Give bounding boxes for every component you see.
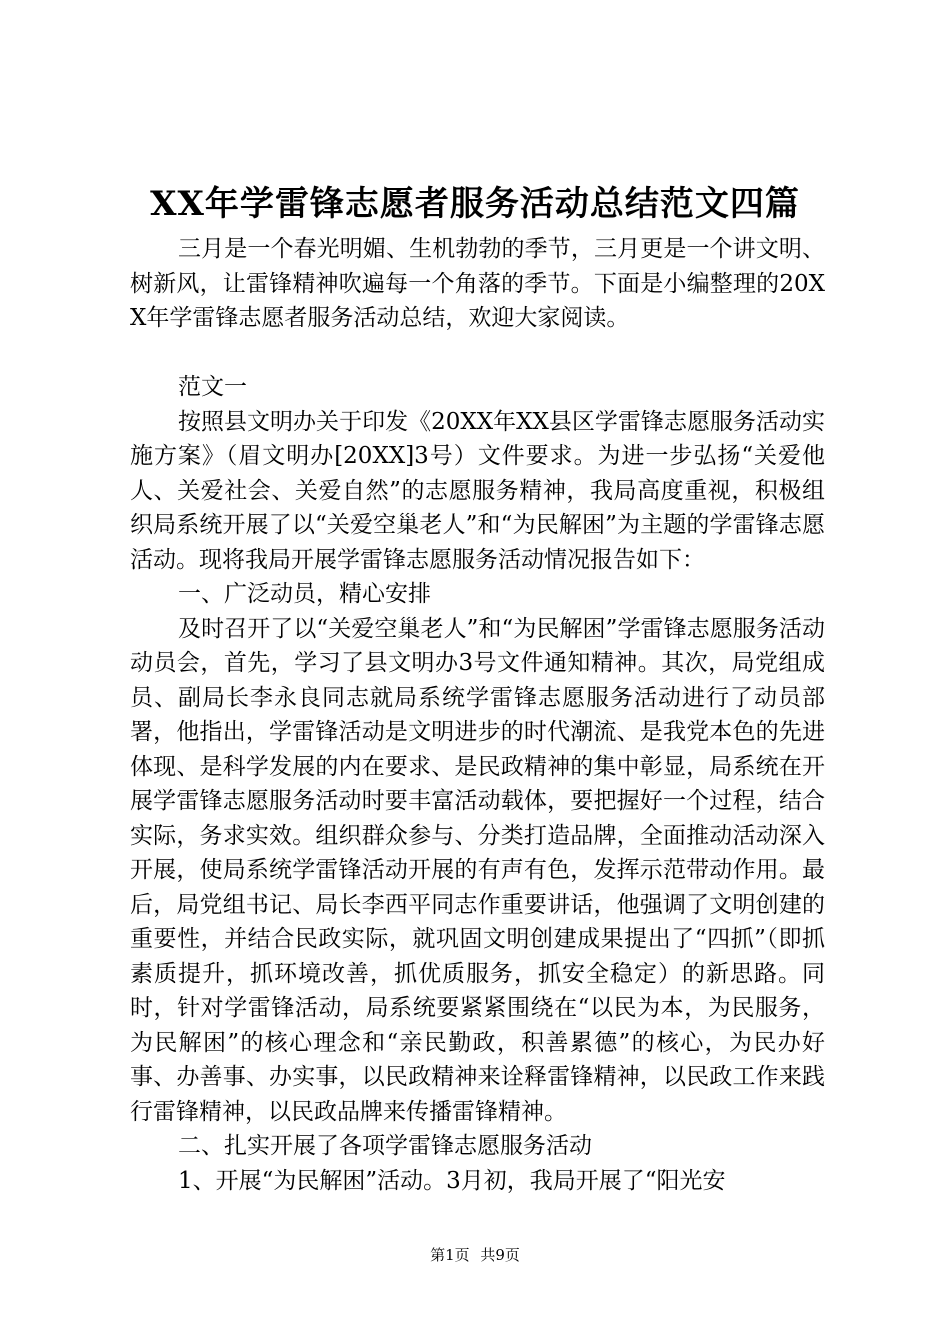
body-paragraph: 1、开展“为民解困”活动。3月初，我局开展了“阳光安	[178, 1167, 726, 1194]
section-heading-sample-one: 范文一	[178, 374, 247, 400]
section-heading: 一、广泛动员，精心安排	[178, 581, 431, 607]
document-body	[130, 232, 825, 1198]
document-title: XX年学雷锋志愿者服务活动总结范文四篇	[150, 184, 800, 224]
body-paragraph: 按照县文明办关于印发《20XX年XX县区学雷锋志愿服务活动实施方案》（眉文明办[20XX]3号）文件要求。为进一步弘扬“关爱他人、关爱社会、关爱自然”的志愿服务精神，我局高度重视，积极组织局系统开展了以“关爱空巢老人”和“为民解困”为主题的学雷锋志愿活动。现将我局开展学雷锋志愿服务活动情况报告如下：	[130, 408, 825, 573]
paragraph-spacer	[130, 336, 825, 371]
intro-paragraph: 三月是一个春光明媚、生机勃勃的季节，三月更是一个讲文明、树新风，让雷锋精神吹遍每一个角落的季节。下面是小编整理的20XX年学雷锋志愿者服务活动总结，欢迎大家阅读。	[130, 236, 825, 331]
body-paragraph: 及时召开了以“关爱空巢老人”和“为民解困”学雷锋志愿服务活动动员会，首先，学习了县文明办3号文件通知精神。其次，局党组成员、副局长李永良同志就局系统学雷锋志愿服务活动进行了动员部署，他指出，学雷锋活动是文明进步的时代潮流、是我党本色的先进体现、是科学发展的内在要求、是民政精神的集中彰显，局系统在开展学雷锋志愿服务活动时要丰富活动载体，要把握好一个过程，结合实际，务求实效。组织群众参与、分类打造品牌，全面推动活动深入开展，使局系统学雷锋活动开展的有声有色，发挥示范带动作用。最后，局党组书记、局长李西平同志作重要讲话，他强调了文明创建的重要性，并结合民政实际，就巩固文明创建成果提出了“四抓”（即抓素质提升，抓环境改善，抓优质服务，抓安全稳定）的新思路。同时，针对学雷锋活动，局系统要紧紧围绕在“以民为本，为民服务，为民解困”的核心理念和“亲民勤政，积善累德”的核心，为民办好事、办善事、办实事，以民政精神来诠释雷锋精神，以民政工作来践行雷锋精神，以民政品牌来传播雷锋精神。	[130, 615, 825, 1125]
page-number: 第1页	[430, 1246, 470, 1264]
page-footer	[0, 1245, 950, 1265]
page-total: 共9页	[480, 1246, 520, 1264]
section-heading: 二、扎实开展了各项学雷锋志愿服务活动	[178, 1133, 592, 1159]
